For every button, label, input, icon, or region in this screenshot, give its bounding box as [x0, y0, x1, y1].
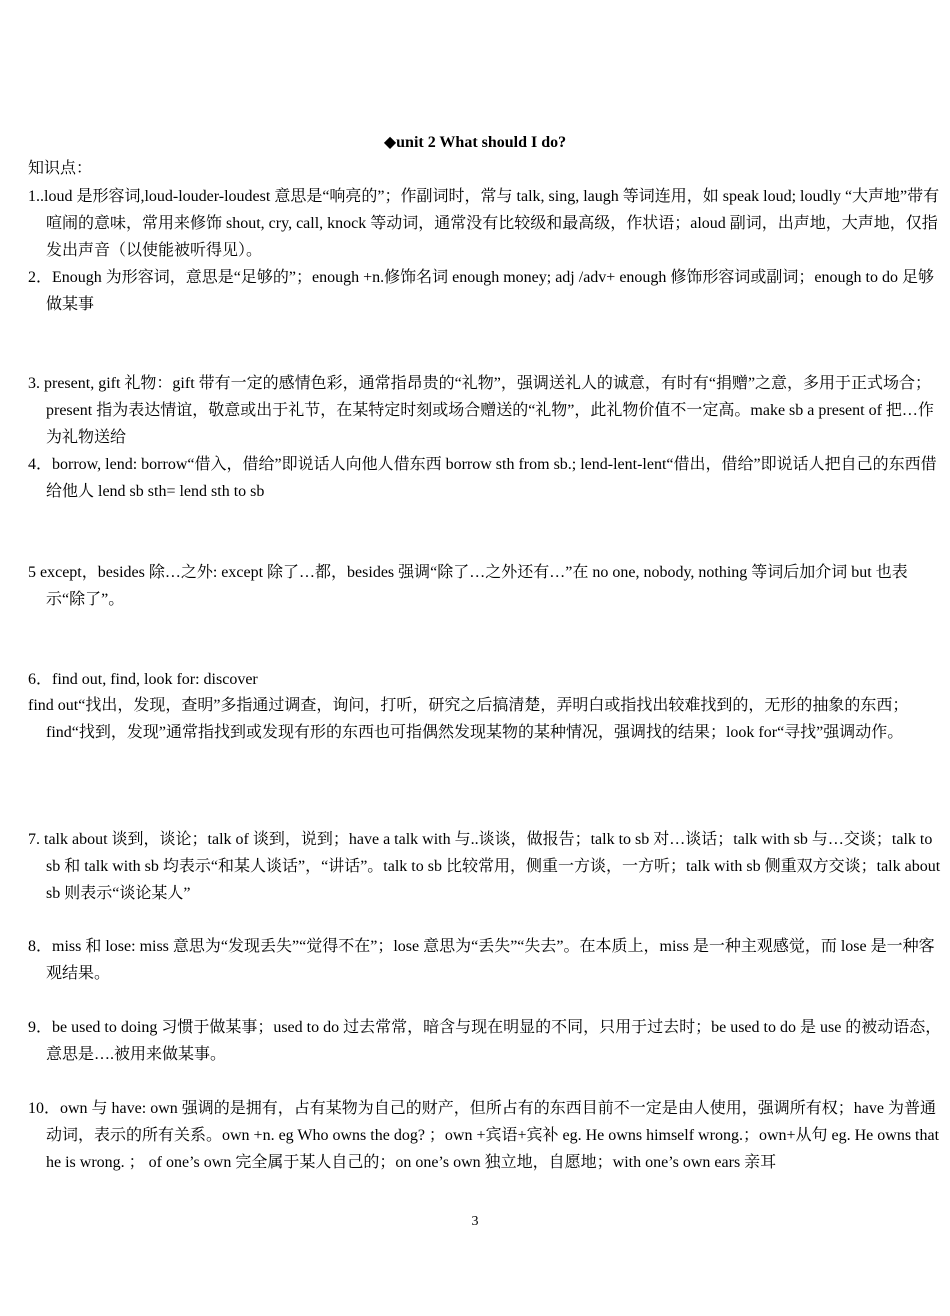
- note-item-5: 5 except，besides 除…之外: except 除了…都，besides 强调“除了…之外还有…”在 no one, nobody, nothing 等词后加介词 but 也表示“除了”。: [28, 564, 908, 608]
- note-item-6: [28, 666, 928, 693]
- note-item-10: 10．own 与 have: own 强调的是拥有，占有某物为自己的财产，但所占有的东西目前不一定是由人使用，强调所有权；have 为普通动词，表示的所有关系。own +n. eg Who owns the dog? ；own +宾语+宾补 eg. He owns himself wrong.；own+从句 eg. He owns that he is wrong. ； of one’s own 完全属于某人自己的；on one’s own 独立地，自愿地；with one’s own ears 亲耳: [28, 1100, 940, 1171]
- note-item-8: 8．miss 和 lose: miss 意思为“发现丢失”“觉得不在”；lose 意思为“丢失”“失去”。在本质上，miss 是一种主观感觉，而 lose 是一种客观结果。: [28, 938, 935, 982]
- section-label: 知识点：: [28, 160, 93, 177]
- note-item-1: 1..loud 是形容词,loud-louder-loudest 意思是“响亮的”；作副词时，常与 talk, sing, laugh 等词连用，如 speak loud; loudly “大声地”带有喧闹的意味，常用来修饰 shout, cry, call, knock 等动词，通常没有比较级和最高级，作状语；aloud 副词，出声地，大声地，仅指发出声音（以使能被听得见）。: [28, 188, 940, 259]
- note-item-3: 3. present, gift 礼物：gift 带有一定的感情色彩，通常指昂贵的“礼物”，强调送礼人的诚意，有时有“捐赠”之意，多用于正式场合；present 指为表达情谊，敬意或出于礼节，在某特定时刻或场合赠送的“礼物”，此礼物价值不一定高。make sb a present of 把…作为礼物送给: [28, 375, 934, 446]
- note-item-6-detail: find out“找出，发现，查明”多指通过调查，询问，打听，研究之后搞清楚，弄明白或指找出较难找到的，无形的抽象的东西；find“找到，发现”通常指找到或发现有形的东西也可指偶然发现某物的某种情况，强调找的结果；look for“寻找”强调动作。: [28, 697, 909, 741]
- page-title: ◆unit 2 What should I do?: [383, 134, 567, 151]
- note-item-6-heading: 6．find out, find, look for: discover: [28, 671, 258, 688]
- page-number: 3: [471, 1214, 479, 1229]
- note-item-7: 7. talk about 谈到，谈论；talk of 谈到，说到；have a talk with 与..谈谈，做报告；talk to sb 对…谈话；talk with sb 与…交谈；talk to sb 和 talk with sb 均表示“和某人谈话”，“讲话”。talk to sb 比较常用，侧重一方谈，一方听；talk with sb 侧重双方交谈；talk about sb 则表示“谈论某人”: [28, 831, 941, 902]
- note-item-2: 2．Enough 为形容词，意思是“足够的”；enough +n.修饰名词 enough money; adj /adv+ enough 修饰形容词或副词；enough to do 足够做某事: [28, 269, 934, 313]
- note-item-9: 9．be used to doing 习惯于做某事；used to do 过去常常，暗含与现在明显的不同，只用于过去时；be used to do 是 use 的被动语态，意思是….被用来做某事。: [28, 1019, 942, 1063]
- note-item-4: 4．borrow, lend: borrow“借入，借给”即说话人向他人借东西 borrow sth from sb.; lend-lent-lent“借出，借给”即说话人把自己的东西借给他人 lend sb sth= lend sth to sb: [28, 456, 937, 500]
